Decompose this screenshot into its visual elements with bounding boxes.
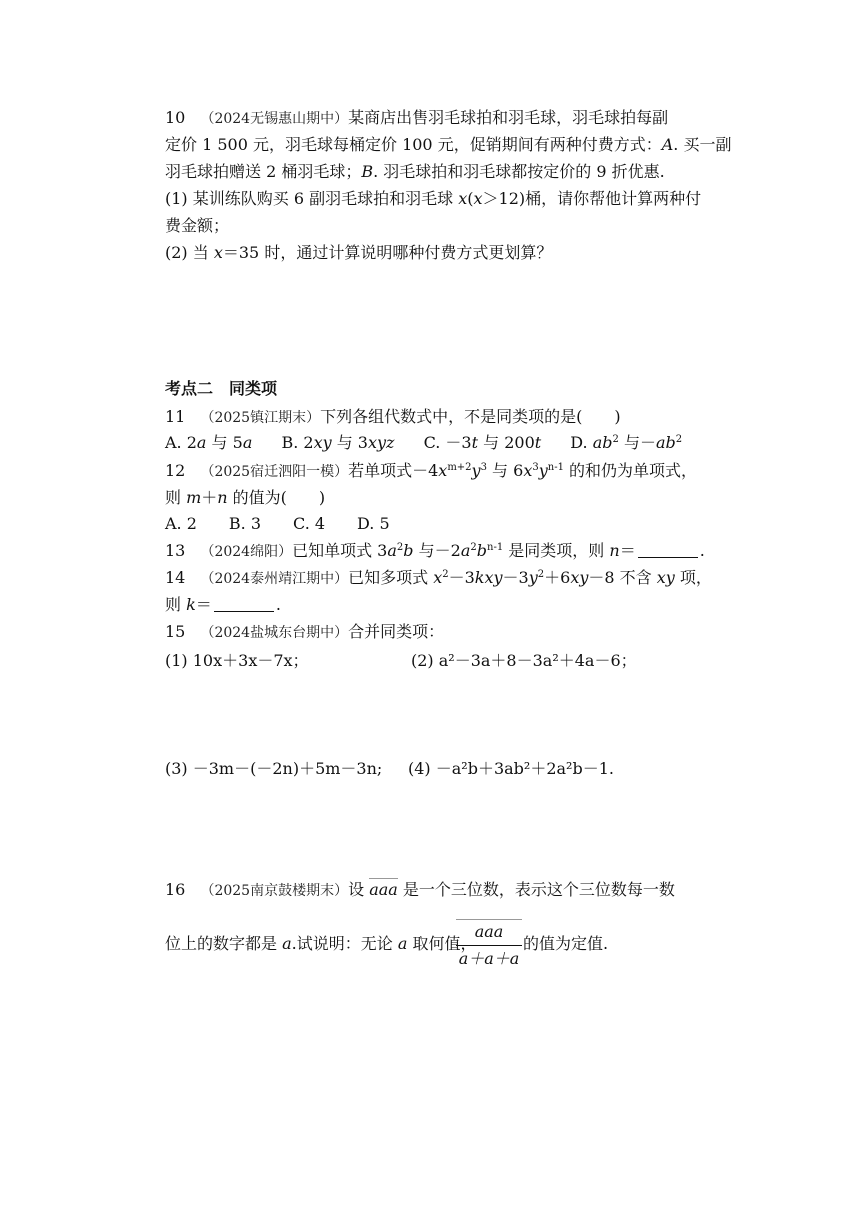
q10-number: 10 (165, 108, 186, 127)
q10-part2-text: (2) 当 (165, 243, 214, 262)
q16-fraction (456, 919, 522, 970)
q10-text: 某商店出售羽毛球拍和羽毛球，羽毛球拍每副 (348, 108, 669, 127)
q10-part1 (165, 187, 701, 211)
q10-part1-line2-text: 费金额； (165, 216, 230, 235)
q10-paren: ( (467, 189, 474, 208)
q13-line: 13 （2024绵阳）已知单项式 $3a^2b$ 与$-2a^2b^{n-1}$ 是同类项，则 n＝ . (165, 541, 705, 560)
q16-aaa-overline: aaa (369, 880, 398, 899)
q10-option-b: B (361, 162, 374, 181)
q16-line2-tail: 的值为定值. (523, 934, 609, 953)
q15-text: 合并同类项： (348, 622, 445, 641)
q10-option-a: A (661, 135, 674, 154)
q12-source: （2025宿迁泗阳一模） (200, 464, 349, 480)
section-heading: 考点二 同类项 (165, 379, 278, 398)
q12-number: 12 (165, 461, 186, 480)
q10-source: （2024无锡惠山期中） (200, 111, 349, 127)
q15-part1: (1) 10x＋3x－7x； (165, 651, 309, 670)
q16-source: （2025南京鼓楼期末） (200, 883, 349, 899)
q11-source: （2025镇江期末） (200, 410, 321, 426)
q15-part4: (4) －a²b＋3ab²＋2a²b－1. (408, 759, 614, 778)
q12-options: A. 2 B. 3 C. 4 D. 5 (165, 514, 390, 533)
q10-line1 (165, 106, 668, 131)
q11-option-b: B. 2xy 与 3xyz (281, 433, 395, 452)
q16-line2: 位上的数字都是 a.试说明：无论 a 取何值， (165, 934, 477, 953)
q10-part1-line2 (165, 214, 229, 238)
q16-fraction-bar (456, 945, 522, 946)
q10-var-x2: x (473, 189, 483, 208)
q10-part1-tail: ＞12)桶，请你帮他计算两种付 (482, 189, 702, 208)
q11-number: 11 (165, 407, 186, 426)
q11-line (165, 405, 621, 430)
q14-number: 14 (165, 568, 186, 587)
q10-line2-text: 定价 1 500 元，羽毛球每桶定价 100 元，促销期间有两种付费方式： (165, 135, 662, 154)
q16-number: 16 (165, 880, 186, 899)
q12-line2: 则 m＋n 的值为( ) (165, 488, 326, 507)
q10-line2 (165, 133, 731, 157)
q16-fraction-numerator: aaa (456, 919, 522, 943)
q10-line2-tail: . 买一副 (673, 135, 732, 154)
q10-line3-tail: . 羽毛球拍和羽毛球都按定价的 9 折优惠. (373, 162, 665, 181)
q16-fraction-denominator: a＋a＋a (458, 949, 520, 968)
q11-option-a: A. 2a 与 5a (165, 433, 253, 452)
q10-part1-text: (1) 某训练队购买 6 副羽毛球拍和羽毛球 (165, 189, 459, 208)
q13-answer-blank[interactable] (638, 541, 698, 558)
q11-options (165, 431, 682, 455)
q10-var-x: x (458, 189, 468, 208)
q11-text: 下列各组代数式中，不是同类项的是( ) (320, 407, 621, 426)
q15-source: （2024盐城东台期中） (200, 625, 349, 641)
q16-line1: 16 （2025南京鼓楼期末）设 aaa 是一个三位数，表示这个三位数每一数 (165, 880, 675, 899)
q10-line3 (165, 160, 665, 184)
q11-option-d: D. $ab^2$ 与$-ab^2$ (570, 433, 683, 452)
q14-line1: 14 （2024泰州靖江期中）已知多项式 $x^2-3kxy-3y^2+6xy-8$ 不含 xy 项， (165, 568, 712, 587)
q12-line1: 12 （2025宿迁泗阳一模）若单项式$-4x^{m+2}y^3$ 与 $6x^3y^{n-1}$ 的和仍为单项式， (165, 461, 698, 480)
q14-line2: 则 k＝ . (165, 595, 281, 614)
q15-part2: (2) a²－3a＋8－3a²＋4a－6； (411, 651, 637, 670)
q14-answer-blank[interactable] (214, 595, 274, 612)
q11-option-c: C. －3t 与 200t (423, 433, 542, 452)
q13-number: 13 (165, 541, 186, 560)
q10-part2 (165, 241, 552, 265)
q10-line3-text: 羽毛球拍赠送 2 桶羽毛球； (165, 162, 362, 181)
q14-source: （2024泰州靖江期中） (200, 571, 349, 587)
q15-number: 15 (165, 622, 186, 641)
q15-part3: (3) －3m－(－2n)＋5m－3n; (165, 759, 383, 778)
q10-part2-var-x: x (213, 243, 223, 262)
q10-part2-tail: ＝35 时，通过计算说明哪种付费方式更划算？ (222, 243, 553, 262)
q13-source: （2024绵阳） (200, 544, 293, 560)
q15-line (165, 620, 444, 645)
